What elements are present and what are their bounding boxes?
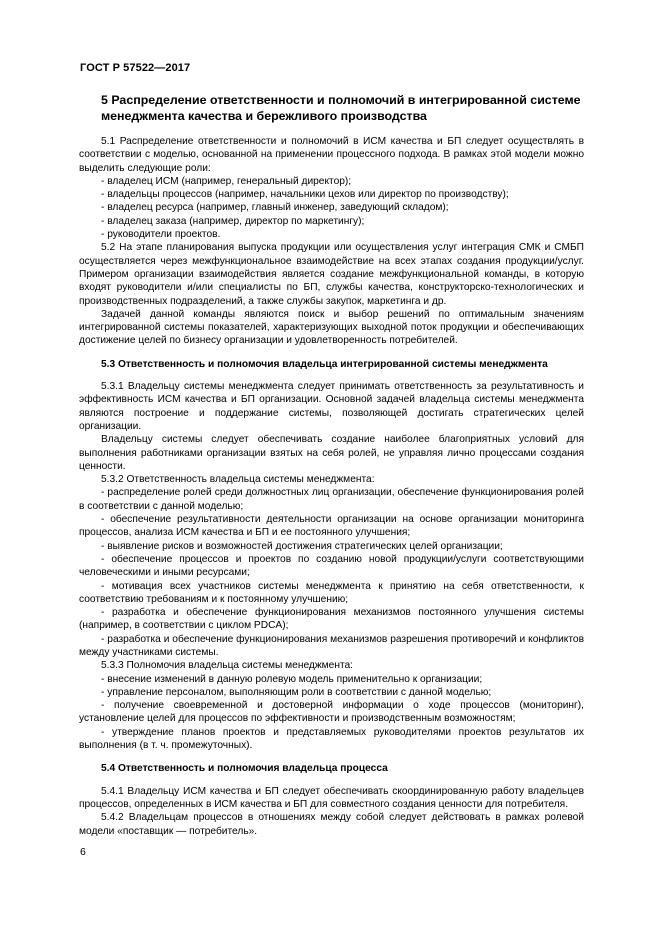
list-item-responsibility: - мотивация всех участников системы менеджмента к принятию на себя ответственности, к соответствию требованиям и к постоянному улучшению; xyxy=(79,580,584,605)
paragraph-5-4-2: 5.4.2 Владельцам процессов в отношениях между собой следует действовать в рамках ролевой модели «поставщик — потребитель». xyxy=(79,812,584,837)
list-item-role: - владельцы процессов (например, начальники цехов или директор по производству); xyxy=(101,189,509,201)
paragraph-5-3-3: 5.3.3 Полномочия владельца системы менеджмента: xyxy=(101,660,354,672)
list-item-power: - управление персоналом, выполняющим роли в соответствии с данной моделью; xyxy=(101,686,492,698)
list-item-role: - владелец заказа (например, директор по маркетингу); xyxy=(101,215,365,227)
list-item-responsibility: - распределение ролей среди должностных лиц организации, обеспечение функционирования ролей в соответствии с данной моделью; xyxy=(79,487,584,512)
paragraph-5-2: 5.2 На этапе планирования выпуска продукции или осуществления услуг интеграция СМК и СМБП осуществляется через межфункциональное взаимодействие на всех этапах создания продукции/услуг. Примером организации взаимодействия является создание межфункциональной команды, в которую входят руководители и/или специалисты по БП, службы качества, конструкторско-технологических и производственных подразделений, а также службы закупок, маркетинга и др. xyxy=(79,242,584,307)
list-item-role: - владелец ИСМ (например, генеральный директор); xyxy=(101,175,352,187)
list-item-role: - руководители проектов. xyxy=(101,229,221,241)
list-item-responsibility: - обеспечение результативности деятельности организации на основе организации мониторинга процессов, анализа ИСМ качества и БП и ее постоянного улучшения; xyxy=(79,514,584,539)
list-item-power: - получение своевременной и достоверной информации о ходе процессов (мониторинг), установление целей для процессов по эффективности и производственным возможностям; xyxy=(79,700,584,725)
paragraph-5-3-1: 5.3.1 Владельцу системы менеджмента следует принимать ответственность за результативность и эффективность ИСМ качества и БП организации. Основной задачей владельца системы менеджмента являются построение и поддержание системы, позволяющей достигать стратегических целей организации. xyxy=(79,381,584,432)
document-body xyxy=(79,92,584,838)
section-5-title: 5 Распределение ответственности и полномочий в интегрированной системе менеджмента качества и бережливого производства xyxy=(101,93,581,123)
list-item-power: - внесение изменений в данную ролевую модель применительно к организации; xyxy=(101,673,483,685)
section-5-4-title: 5.4 Ответственность и полномочия владельца процесса xyxy=(101,763,388,775)
list-item-role: - владелец ресурса (например, главный инженер, заведующий складом); xyxy=(101,202,449,214)
paragraph-5-1: 5.1 Распределение ответственности и полномочий в ИСМ качества и БП следует осуществлять в соответствии с моделью, основанной на применении процессного подхода. В рамках этой модели можно выделить следующие роли: xyxy=(79,136,584,174)
paragraph-5-3-1-b: Владельцу системы следует обеспечивать создание наиболее благоприятных условий для выполнения работниками организации взятых на себя ролей, не управляя лично процессами создания ценности. xyxy=(79,434,584,472)
list-item-responsibility: - разработка и обеспечение функционирования механизмов разрешения противоречий и конфликтов между участниками системы. xyxy=(79,633,584,658)
list-item-power: - утверждение планов проектов и представляемых руководителями проектов результатов их выполнения (в т. ч. промежуточных). xyxy=(79,726,584,752)
list-item-responsibility: - выявление рисков и возможностей достижения стратегических целей организации; xyxy=(101,540,503,552)
list-item-responsibility: - обеспечение процессов и проектов по созданию новой продукции/услуги соответствующими человеческими и иными ресурсами; xyxy=(79,553,584,579)
list-item-responsibility: - разработка и обеспечение функционирования механизмов постоянного улучшения системы (например, в соответствии с циклом PDCA); xyxy=(79,607,584,632)
page-number: 6 xyxy=(80,846,86,858)
document-code: ГОСТ Р 57522—2017 xyxy=(80,62,191,74)
paragraph-5-4-1: 5.4.1 Владельцу ИСМ качества и БП следует обеспечивать скоординированную работу владельцев процессов, определенных в ИСМ качества и БП для совместного создания ценности для потребителя. xyxy=(79,785,584,810)
paragraph-5-2-task: Задачей данной команды являются поиск и выбор решений по оптимальным значениям интегрированной системы показателей, характеризующих выходной поток продукции и обеспечивающих достижение целей по бизнесу организации и удовлетворенность потребителей. xyxy=(79,308,584,347)
paragraph-5-3-2: 5.3.2 Ответственность владельца системы менеджмента: xyxy=(101,474,375,486)
section-5-3-title: 5.3 Ответственность и полномочия владельца интегрированной системы менеджмента xyxy=(101,358,548,370)
